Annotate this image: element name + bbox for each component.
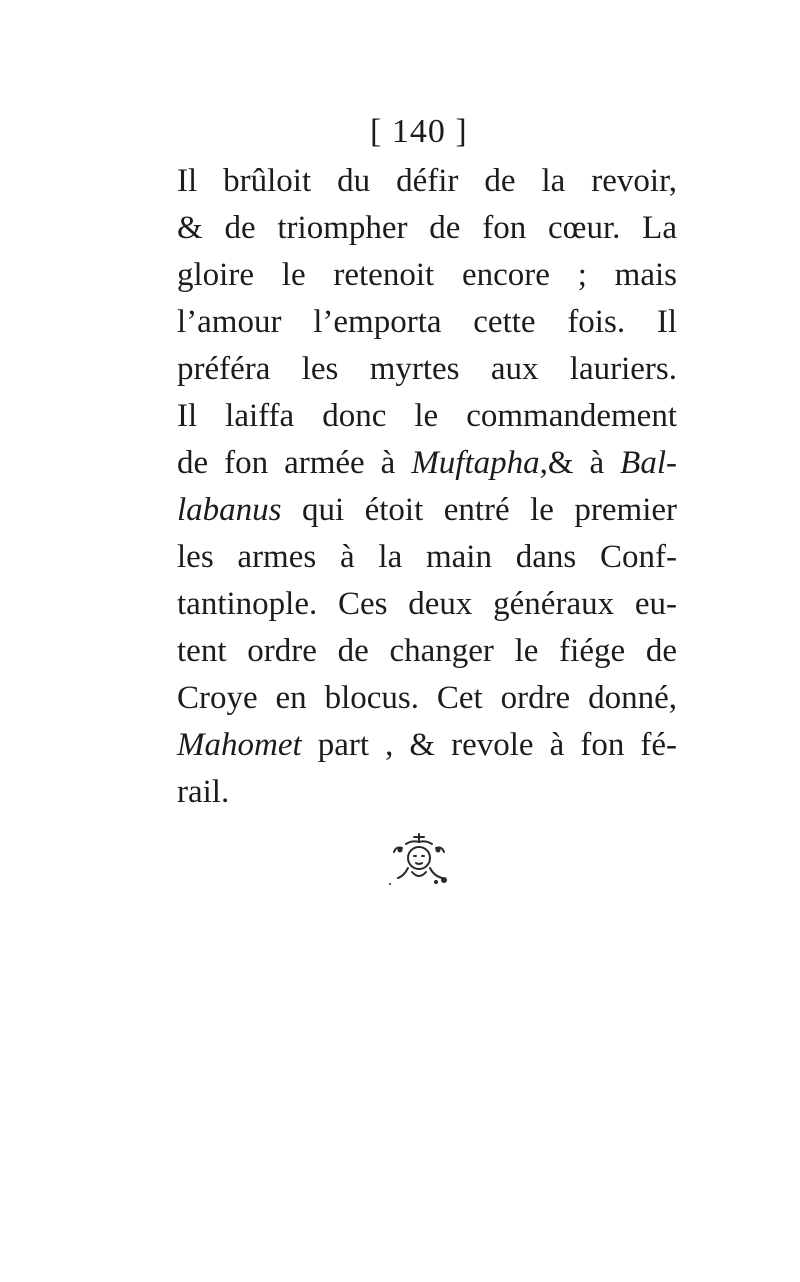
text-line: Croye en blocus. Cet ordre donné, <box>177 680 677 716</box>
text-fragment: ,& à <box>539 445 621 481</box>
text-line: tantinople. Ces deux généraux eu- <box>177 586 677 622</box>
text-line: Il laiffa donc le commandement <box>177 398 677 434</box>
text-line <box>177 440 677 487</box>
text-fragment: de fon armée à <box>177 445 412 481</box>
body-text <box>177 158 677 816</box>
text-fragment: qui étoit entré le premier <box>281 492 677 528</box>
page-number: [ 140 ] <box>370 113 468 150</box>
text-line <box>177 722 677 769</box>
italic-name: Bal- <box>620 445 677 481</box>
text-line: préféra les myrtes aux lauriers. <box>177 351 677 387</box>
text-line: les armes à la main dans Conf- <box>177 539 677 575</box>
text-line: & de triompher de fon cœur. La <box>177 210 677 246</box>
italic-name: Muftapha <box>411 445 540 481</box>
text-fragment: part , & revole à fon fé- <box>301 727 677 763</box>
text-line: Il brûloit du défir de la revoir, <box>177 163 677 199</box>
italic-name: Mahomet <box>177 727 302 763</box>
text-line: tent ordre de changer le fiége de <box>177 633 677 669</box>
text-line <box>177 487 677 534</box>
cherub-head-ornament-icon <box>384 830 454 890</box>
text-line: rail. <box>177 774 230 810</box>
text-line: gloire le retenoit encore ; mais <box>177 257 677 293</box>
text-line: l’amour l’emporta cette fois. Il <box>177 304 677 340</box>
italic-name: labanus <box>177 492 282 528</box>
